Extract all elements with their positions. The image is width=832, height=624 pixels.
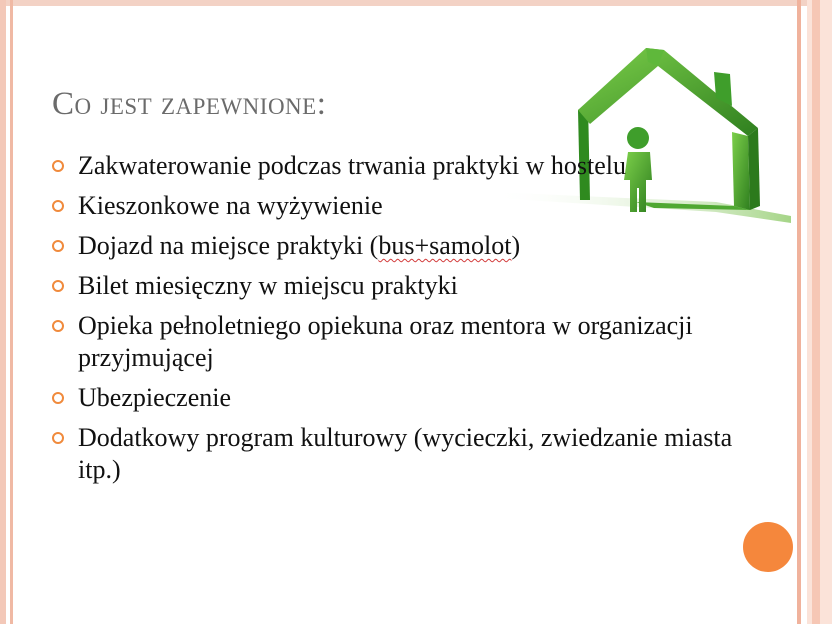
decorative-orange-circle (743, 522, 793, 572)
slide-title: Co jest zapewnione: (52, 86, 327, 122)
bullet-item: Kieszonkowe na wyżywienie (50, 190, 750, 222)
bullet-item: Bilet miesięczny w miejscu praktyki (50, 270, 750, 302)
bullet-item: Dodatkowy program kulturowy (wycieczki, zwiedzanie miasta itp.) (50, 422, 750, 486)
bullet-icon (52, 392, 64, 404)
bullet-icon (52, 200, 64, 212)
bullet-item: Ubezpieczenie (50, 382, 750, 414)
slide-left-border-inner (10, 0, 13, 624)
bullet-icon (52, 240, 64, 252)
slide-right-border-inner (812, 0, 820, 624)
bullet-item: Dojazd na miejsce praktyki (bus+samolot) (50, 230, 750, 262)
bullet-icon (52, 320, 64, 332)
bullet-item: Zakwaterowanie podczas trwania praktyki w hostelu (50, 150, 750, 182)
slide-left-border (0, 0, 6, 624)
bullet-list (50, 150, 750, 494)
bullet-icon (52, 160, 64, 172)
bullet-item: Opieka pełnoletniego opiekuna oraz mentora w organizacji przyjmującej (50, 310, 750, 374)
bullet-icon (52, 280, 64, 292)
spellcheck-underlined-text: bus+samolot (378, 231, 512, 260)
slide-top-border (0, 0, 832, 6)
slide-right-border-line (797, 0, 801, 624)
bullet-icon (52, 432, 64, 444)
